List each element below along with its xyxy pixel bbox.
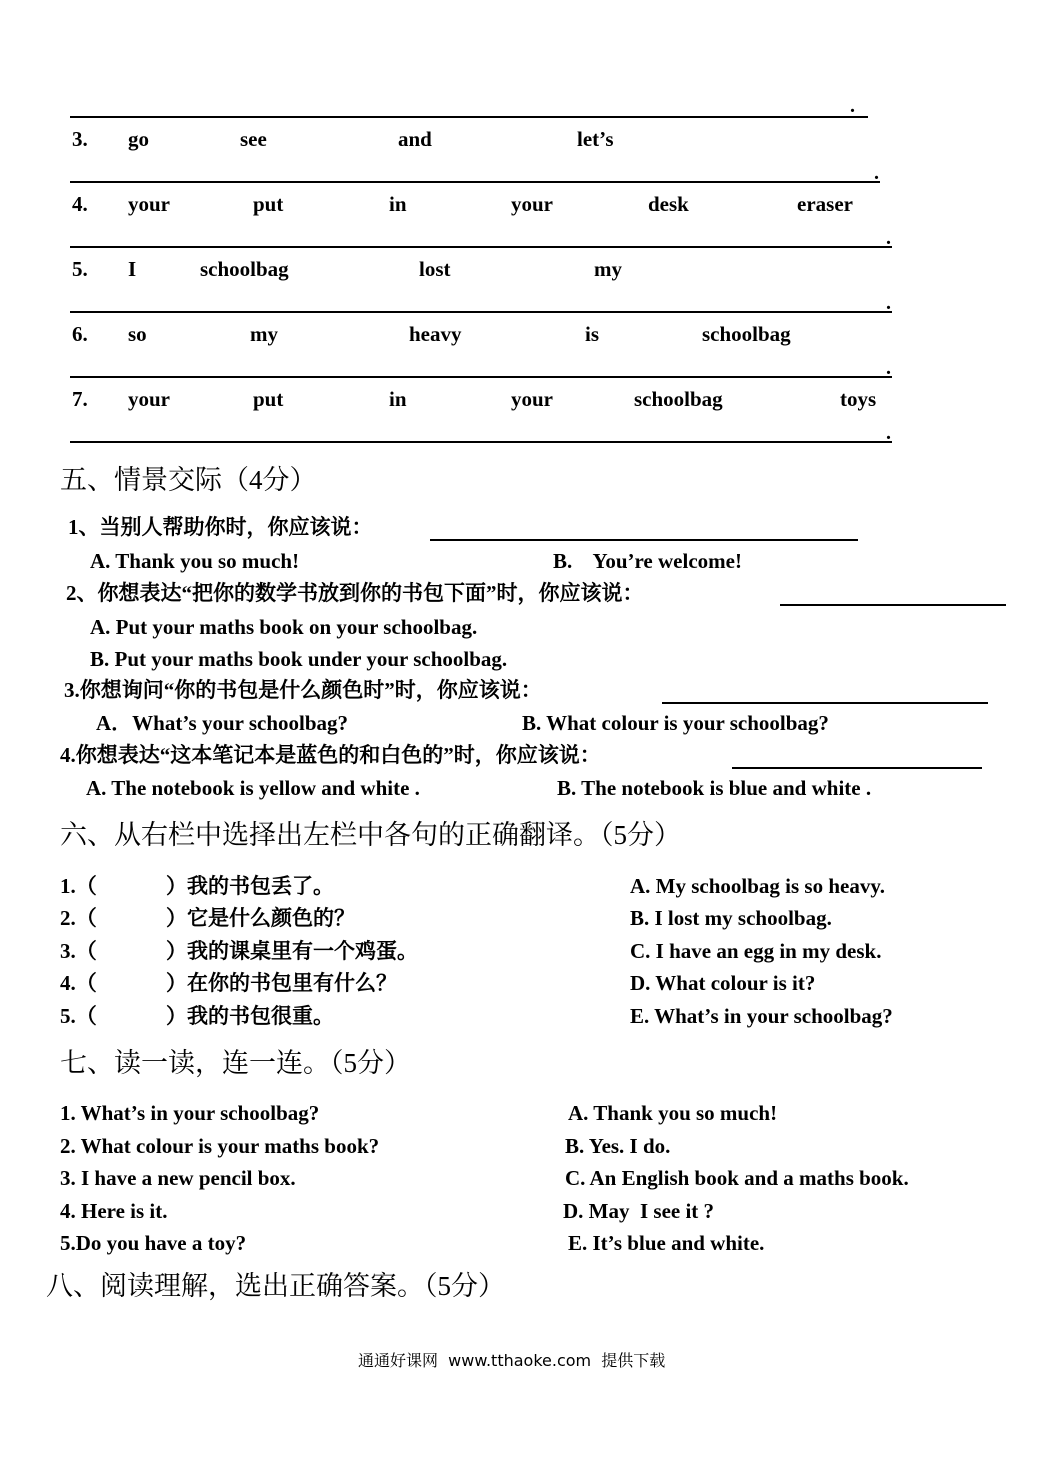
translation-item-text: ）在你的书包里有什么？ xyxy=(166,971,397,995)
option-a: A. Put your maths book on your schoolbag. xyxy=(90,615,478,639)
scrambled-word: is xyxy=(585,322,600,346)
section-title-6: 六、从右栏中选择出左栏中各句的正确翻译。（5分） xyxy=(60,820,681,850)
scrambled-word: schoolbag xyxy=(634,387,723,411)
scrambled-word: my xyxy=(250,322,278,346)
question-prompt: 1、当别人帮助你时，你应该说： xyxy=(68,515,373,539)
scrambled-word: eraser xyxy=(797,192,853,216)
scrambled-word: lost xyxy=(419,257,451,281)
match-right-item: D. May I see it ? xyxy=(563,1199,715,1223)
scrambled-word: schoolbag xyxy=(200,257,289,281)
scrambled-word: your xyxy=(128,387,170,411)
scrambled-word: I xyxy=(128,257,137,281)
scrambled-word: toys xyxy=(840,387,877,411)
match-right-item: B. Yes. I do. xyxy=(565,1134,671,1158)
row-number: 5. xyxy=(72,257,88,281)
answer-line[interactable] xyxy=(780,604,1006,606)
period: . xyxy=(886,422,891,444)
option-a: A．What’s your schoolbag? xyxy=(96,711,349,735)
answer-line[interactable] xyxy=(70,311,892,313)
period: . xyxy=(886,227,891,249)
answer-line[interactable] xyxy=(732,767,982,769)
match-left-item: 3. I have a new pencil box. xyxy=(60,1166,296,1190)
period: . xyxy=(886,292,891,314)
option-b: B. What colour is your schoolbag? xyxy=(522,711,829,735)
option-b: B. You’re welcome! xyxy=(553,549,742,573)
answer-line[interactable] xyxy=(662,702,988,704)
question-prompt: 4.你想表达“这本笔记本是蓝色的和白色的”时，你应该说： xyxy=(60,743,601,767)
scrambled-word: put xyxy=(253,387,284,411)
match-right-item: C. An English book and a maths book. xyxy=(565,1166,909,1190)
scrambled-word: your xyxy=(511,387,553,411)
translation-option: B. I lost my schoolbag. xyxy=(630,906,832,930)
match-right-item: E. It’s blue and white. xyxy=(568,1231,765,1255)
scrambled-word: desk xyxy=(648,192,689,216)
scrambled-word: your xyxy=(511,192,553,216)
translation-option: A. My schoolbag is so heavy. xyxy=(630,874,885,898)
section-title-5: 五、情景交际（4分） xyxy=(60,465,317,495)
scrambled-word: and xyxy=(398,127,432,151)
answer-line[interactable] xyxy=(70,441,892,443)
question-prompt: 3.你想询问“你的书包是什么颜色时”时，你应该说： xyxy=(64,678,542,702)
translation-item-text: ）我的课桌里有一个鸡蛋。 xyxy=(166,939,418,963)
translation-option: C. I have an egg in my desk. xyxy=(630,939,882,963)
row-number: 7. xyxy=(72,387,88,411)
period: . xyxy=(874,162,879,184)
translation-item-text: ）我的书包很重。 xyxy=(166,1004,334,1028)
translation-item-number: 2.（ xyxy=(60,906,97,930)
translation-option: D. What colour is it? xyxy=(630,971,816,995)
match-right-item: A. Thank you so much! xyxy=(568,1101,778,1125)
scrambled-word: see xyxy=(240,127,267,151)
scrambled-word: heavy xyxy=(409,322,462,346)
translation-item-number: 1.（ xyxy=(60,874,97,898)
section-title-7: 七、读一读，连一连。（5分） xyxy=(60,1048,411,1078)
scrambled-word: my xyxy=(594,257,622,281)
match-left-item: 4. Here is it. xyxy=(60,1199,168,1223)
scrambled-word: in xyxy=(389,192,407,216)
translation-option: E. What’s in your schoolbag? xyxy=(630,1004,893,1028)
option-a: A. Thank you so much! xyxy=(90,549,300,573)
question-prompt: 2、你想表达“把你的数学书放到你的书包下面”时，你应该说： xyxy=(66,581,644,605)
translation-item-text: ）我的书包丢了。 xyxy=(166,874,334,898)
scrambled-word: your xyxy=(128,192,170,216)
scrambled-word: so xyxy=(128,322,147,346)
match-left-item: 2. What colour is your maths book? xyxy=(60,1134,380,1158)
answer-line[interactable] xyxy=(430,539,858,541)
page-footer: 通通好课网 www.tthaoke.com 提供下载 xyxy=(358,1351,666,1370)
period: . xyxy=(886,357,891,379)
answer-line[interactable] xyxy=(70,376,892,378)
match-left-item: 1. What’s in your schoolbag? xyxy=(60,1101,320,1125)
translation-item-text: ）它是什么颜色的？ xyxy=(166,906,355,930)
option-a: A. The notebook is yellow and white . xyxy=(86,776,420,800)
translation-item-number: 3.（ xyxy=(60,939,97,963)
translation-item-number: 4.（ xyxy=(60,971,97,995)
match-left-item: 5.Do you have a toy? xyxy=(60,1231,247,1255)
answer-line[interactable] xyxy=(70,181,880,183)
row-number: 4. xyxy=(72,192,88,216)
answer-line[interactable] xyxy=(70,246,892,248)
scrambled-word: let’s xyxy=(577,127,614,151)
scrambled-word: in xyxy=(389,387,407,411)
row-number: 6. xyxy=(72,322,88,346)
period: . xyxy=(850,95,855,117)
translation-item-number: 5.（ xyxy=(60,1004,97,1028)
scrambled-word: put xyxy=(253,192,284,216)
section-title-8: 八、阅读理解，选出正确答案。（5分） xyxy=(46,1271,505,1301)
option-b: B. Put your maths book under your schoolbag. xyxy=(90,647,508,671)
scrambled-word: go xyxy=(128,127,149,151)
row-number: 3. xyxy=(72,127,88,151)
scrambled-word: schoolbag xyxy=(702,322,791,346)
option-b: B. The notebook is blue and white . xyxy=(557,776,872,800)
answer-line xyxy=(70,116,868,118)
